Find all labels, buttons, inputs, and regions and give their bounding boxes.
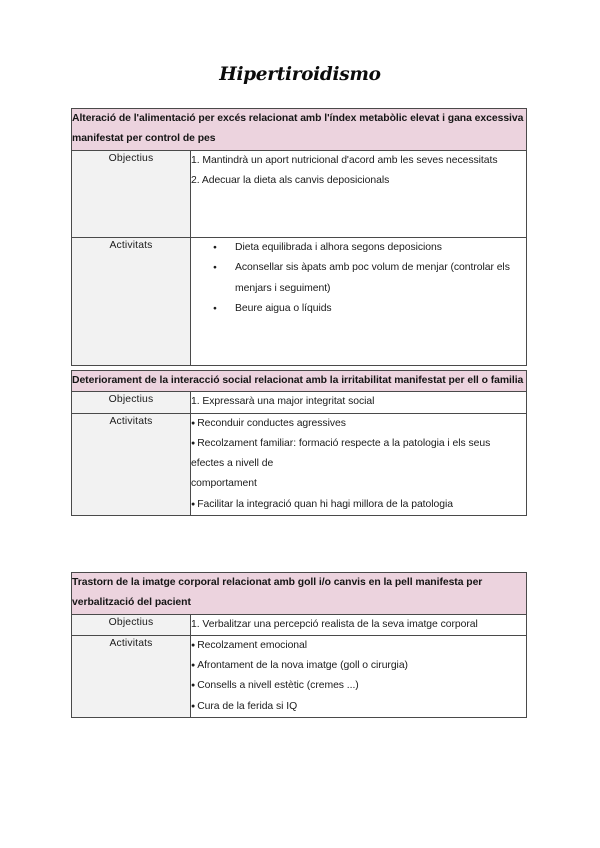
bullet-icon: ● xyxy=(191,641,196,649)
objectiu-item: 1. Verbalitzar una percepció realista de la seva imatge corporal xyxy=(191,618,478,630)
diagnosis-header: Alteració de l'alimentació per excés relacionat amb l'índex metabòlic elevat i gana excessiva manifestat per control de pes xyxy=(72,109,527,151)
table-row xyxy=(72,238,527,366)
objectius-content xyxy=(191,392,527,413)
list-item-label: Recolzament emocional xyxy=(197,639,308,651)
list-item-continuation: comportament xyxy=(191,478,257,490)
objectiu-item: 1. Mantindrà un aport nutricional d'acord amb les seves necessitats xyxy=(191,154,498,166)
list-item-label: Consells a nivell estètic (cremes ...) xyxy=(197,680,359,692)
row-label-activitats: Activitats xyxy=(72,238,191,366)
list-item-label: Reconduir conductes agressives xyxy=(197,417,346,429)
table-row xyxy=(72,109,527,151)
bullet-icon: ● xyxy=(191,419,196,427)
list-item xyxy=(191,697,526,717)
list-item-label: Recolzament familiar: formació respecte a la patologia i els seus efectes a nivell de xyxy=(191,437,491,470)
care-plan-table-3 xyxy=(71,572,527,718)
list-item xyxy=(191,434,526,475)
row-label-activitats: Activitats xyxy=(72,635,191,717)
bullet-icon: ● xyxy=(191,662,196,670)
list-item xyxy=(191,495,526,515)
activitats-list xyxy=(191,414,526,515)
list-item: ● Beure aigua o líquids xyxy=(213,299,526,319)
objectiu-item: 1. Expressarà una major integritat social xyxy=(191,396,375,408)
list-item xyxy=(191,656,526,676)
row-label-activitats: Activitats xyxy=(72,413,191,515)
list-item: ● Aconsellar sis àpats amb poc volum de menjar (controlar els menjars i seguiment) xyxy=(213,258,526,299)
row-label-objectius: Objectius xyxy=(72,150,191,238)
cell-spacer xyxy=(191,191,526,237)
activitats-list xyxy=(191,238,526,319)
list-item xyxy=(191,414,526,434)
objectius-content xyxy=(191,614,527,635)
table-row xyxy=(72,614,527,635)
table-row xyxy=(72,635,527,717)
table-row xyxy=(72,371,527,392)
list-item xyxy=(191,636,526,656)
list-item-label: Facilitar la integració quan hi hagi millora de la patologia xyxy=(197,498,453,510)
objectiu-item: 2. Adecuar la dieta als canvis deposicionals xyxy=(191,174,390,186)
care-plan-table-1 xyxy=(71,108,527,366)
row-label-objectius: Objectius xyxy=(72,614,191,635)
activitats-content xyxy=(191,635,527,717)
row-label-objectius: Objectius xyxy=(72,392,191,413)
diagnosis-header: Trastorn de la imatge corporal relacionat amb goll i/o canvis en la pell manifesta per verbalització del pacient xyxy=(72,573,527,615)
list-item: ● Dieta equilibrada i alhora segons deposicions xyxy=(213,238,526,258)
activitats-content xyxy=(191,413,527,515)
list-item xyxy=(191,676,526,696)
list-item-label: Afrontament de la nova imatge (goll o cirurgia) xyxy=(197,660,408,672)
bullet-icon: ● xyxy=(191,500,196,508)
bullet-icon: ● xyxy=(191,702,196,710)
table-row xyxy=(72,392,527,413)
table-row xyxy=(72,573,527,615)
cell-spacer xyxy=(191,319,526,365)
activitats-content xyxy=(191,238,527,366)
list-item-label: Cura de la ferida si IQ xyxy=(197,700,298,712)
care-plan-table-2 xyxy=(71,370,527,516)
table-row xyxy=(72,150,527,238)
diagnosis-header: Deteriorament de la interacció social relacionat amb la irritabilitat manifestat per ell o familia xyxy=(72,371,527,392)
page-title: Hipertiroidismo xyxy=(219,64,381,85)
bullet-icon: ● xyxy=(191,682,196,690)
bullet-icon: ● xyxy=(191,439,196,447)
objectius-content xyxy=(191,150,527,238)
table-row xyxy=(72,413,527,515)
activitats-list xyxy=(191,636,526,717)
